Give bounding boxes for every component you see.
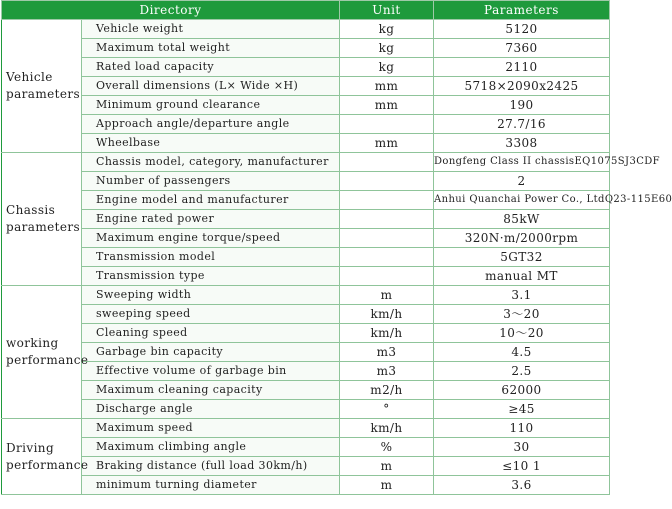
parameter-name: Vehicle weight (82, 20, 340, 39)
unit-cell: mm (340, 77, 434, 96)
parameter-value: 85kW (434, 210, 610, 229)
table-row (2, 153, 610, 172)
parameter-value: Dongfeng Class II chassisEQ1075SJ3CDF (434, 153, 610, 172)
parameter-name: Garbage bin capacity (82, 343, 340, 362)
unit-cell: m2/h (340, 381, 434, 400)
parameter-name: Effective volume of garbage bin (82, 362, 340, 381)
parameter-value: 4.5 (434, 343, 610, 362)
parameter-value: 3.6 (434, 476, 610, 495)
spec-table (1, 0, 672, 495)
parameter-value: 10～20 (434, 324, 610, 343)
parameter-value: manual MT (434, 267, 610, 286)
table-row (2, 39, 610, 58)
parameter-name: Cleaning speed (82, 324, 340, 343)
parameter-value: ≤10 1 (434, 457, 610, 476)
table-row (2, 400, 610, 419)
unit-cell (340, 229, 434, 248)
parameter-value: 110 (434, 419, 610, 438)
unit-cell: m (340, 286, 434, 305)
unit-cell: km/h (340, 419, 434, 438)
parameter-name: Number of passengers (82, 172, 340, 191)
table-row (2, 362, 610, 381)
table-header-row (2, 1, 610, 20)
parameter-name: Minimum ground clearance (82, 96, 340, 115)
unit-cell: km/h (340, 305, 434, 324)
parameter-value: 3～20 (434, 305, 610, 324)
table-row (2, 343, 610, 362)
parameter-value: 7360 (434, 39, 610, 58)
unit-cell: m3 (340, 362, 434, 381)
table-row (2, 248, 610, 267)
parameter-name: Rated load capacity (82, 58, 340, 77)
parameter-name: Discharge angle (82, 400, 340, 419)
parameter-name: Engine model and manufacturer (82, 191, 340, 210)
unit-cell (340, 210, 434, 229)
table-row (2, 134, 610, 153)
unit-cell: m3 (340, 343, 434, 362)
unit-cell: % (340, 438, 434, 457)
unit-cell: kg (340, 20, 434, 39)
table-row (2, 229, 610, 248)
unit-cell (340, 191, 434, 210)
parameter-value: ≥45 (434, 400, 610, 419)
table-row (2, 96, 610, 115)
table-row (2, 419, 610, 438)
table-row (2, 172, 610, 191)
table-row (2, 77, 610, 96)
parameter-name: Maximum engine torque/speed (82, 229, 340, 248)
spec-table-body (2, 20, 672, 495)
table-row (2, 286, 610, 305)
parameter-value: 27.7/16 (434, 115, 610, 134)
unit-cell (340, 115, 434, 134)
unit-cell: m (340, 457, 434, 476)
group-label: Chassis parameters (2, 153, 82, 286)
parameter-value: 2110 (434, 58, 610, 77)
header-unit: Unit (340, 1, 434, 20)
unit-cell: kg (340, 39, 434, 58)
parameter-value: 2.5 (434, 362, 610, 381)
table-row (2, 210, 610, 229)
parameter-name: minimum turning diameter (82, 476, 340, 495)
unit-cell: mm (340, 134, 434, 153)
table-row (2, 438, 610, 457)
parameter-name: Maximum speed (82, 419, 340, 438)
parameter-value: 3.1 (434, 286, 610, 305)
parameter-value: 30 (434, 438, 610, 457)
unit-cell: kg (340, 58, 434, 77)
parameter-value: 320N·m/2000rpm (434, 229, 610, 248)
parameter-name: Transmission model (82, 248, 340, 267)
parameter-name: Sweeping width (82, 286, 340, 305)
parameter-value: 5120 (434, 20, 610, 39)
unit-cell: mm (340, 96, 434, 115)
unit-cell (340, 248, 434, 267)
parameter-name: Maximum climbing angle (82, 438, 340, 457)
parameter-name: Transmission type (82, 267, 340, 286)
parameter-name: sweeping speed (82, 305, 340, 324)
unit-cell: ° (340, 400, 434, 419)
parameter-name: Maximum cleaning capacity (82, 381, 340, 400)
parameter-name: Wheelbase (82, 134, 340, 153)
table-row (2, 267, 610, 286)
unit-cell (340, 267, 434, 286)
table-row (2, 305, 610, 324)
parameter-value: 2 (434, 172, 610, 191)
unit-cell (340, 153, 434, 172)
table-row (2, 381, 610, 400)
parameter-name: Approach angle/departure angle (82, 115, 340, 134)
group-label: Driving performance (2, 419, 82, 495)
header-parameters: Parameters (434, 1, 610, 20)
parameter-value: 5GT32 (434, 248, 610, 267)
parameter-name: Engine rated power (82, 210, 340, 229)
parameter-value: 190 (434, 96, 610, 115)
parameter-value: 5718×2090x2425 (434, 77, 610, 96)
group-label: Vehicle parameters (2, 20, 82, 153)
table-row (2, 115, 610, 134)
parameter-name: Braking distance (full load 30km/h) (82, 457, 340, 476)
parameter-name: Overall dimensions (L× Wide ×H) (82, 77, 340, 96)
parameter-value: 62000 (434, 381, 610, 400)
table-row (2, 20, 610, 39)
table-row (2, 191, 610, 210)
table-row (2, 457, 610, 476)
unit-cell: km/h (340, 324, 434, 343)
parameter-name: Maximum total weight (82, 39, 340, 58)
group-label: working performance (2, 286, 82, 419)
parameter-name: Chassis model, category, manufacturer (82, 153, 340, 172)
table-row (2, 324, 610, 343)
header-directory: Directory (2, 1, 340, 20)
parameter-value: Anhui Quanchai Power Co., LtdQ23-115E60 (434, 191, 610, 210)
unit-cell: m (340, 476, 434, 495)
parameter-value: 3308 (434, 134, 610, 153)
table-row (2, 58, 610, 77)
unit-cell (340, 172, 434, 191)
table-row (2, 476, 610, 495)
